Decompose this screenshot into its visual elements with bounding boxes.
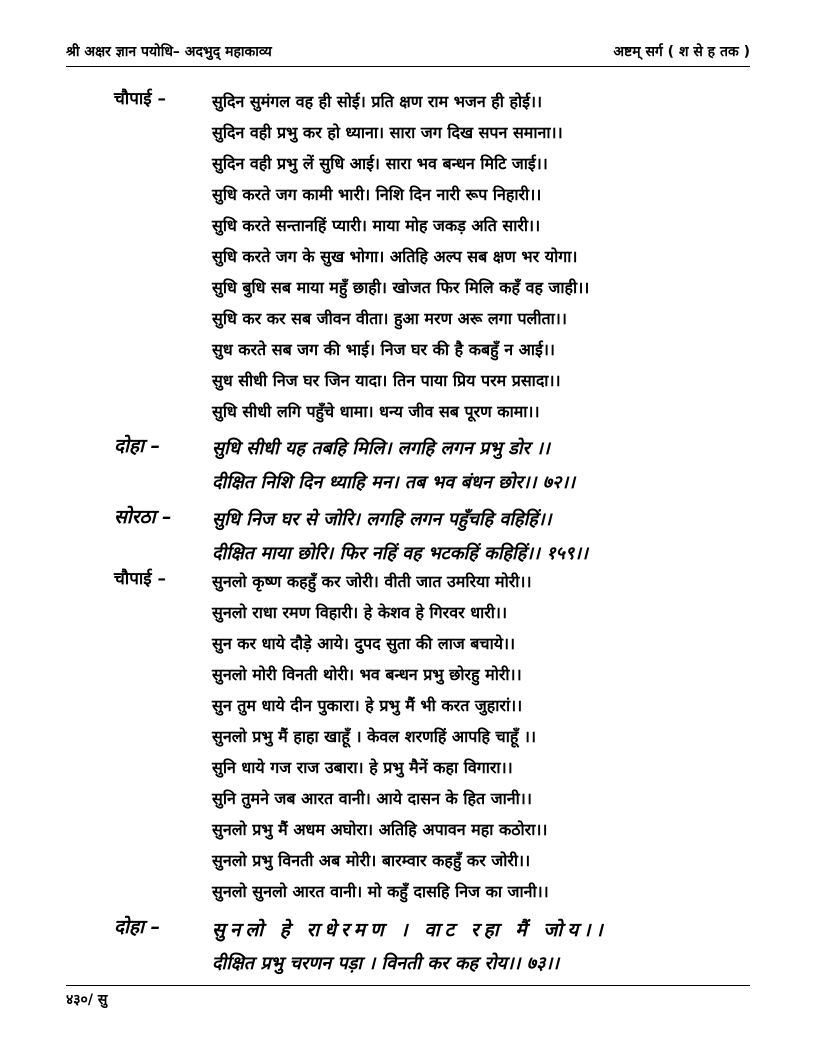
verse-line: दीक्षित निशि दिन ध्याहि मन। तब भव बंधन छोर।। ७२।।: [212, 472, 576, 493]
verse-line: सुधि निज घर से जोरि। लगहि लगन पहुँचहि वहिहिं।।: [212, 509, 552, 530]
verse-line: सुनलो कृष्ण कहहुँ कर जोरी। वीती जात उमरिया मोरी।।: [212, 572, 532, 591]
verse-line: सुनलो प्रभु मैं हाहा खाहूँ । केवल शरणहिं आपहि चाहूँ ।।: [212, 727, 537, 746]
verse-line: सुदिन वही प्रभु कर हो ध्याना। सारा जग दिख सपन समाना।।: [212, 123, 563, 142]
page-number: ४३०/ सु: [66, 992, 108, 1008]
verse-line: सुन तुम धाये दीन पुकारा। हे प्रभु मैं भी करत जुहारां।।: [212, 696, 523, 715]
verse-line: सुधि सीधी लगि पहुँचे धामा। धन्य जीव सब पूरण कामा।।: [212, 402, 540, 421]
verse-line: सुधि करते सन्तानहिं प्यारी। माया मोह जकड़ अति सारी।।: [212, 216, 541, 235]
book-title: श्री अक्षर ज्ञान पयोधि– अदभुद् महाकाव्य: [66, 44, 272, 60]
verse-line: सुधि कर कर सब जीवन वीता। हुआ मरण अरू लगा पलीता।।: [212, 309, 567, 328]
verse-line: सुनलो मोरी विनती थोरी। भव बन्धन प्रभु छोरहु मोरी।।: [212, 665, 522, 684]
verse-line: सुनलो प्रभु मैं अधम अघोरा। अतिहि अपावन महा कठोरा।।: [212, 820, 548, 839]
verse-lines: [212, 503, 750, 571]
verse-line: सुध सीधी निज घर जिन यादा। तिन पाया प्रिय परम प्रसादा।।: [212, 371, 561, 390]
verse-line: सुनलो हे राधेरमण । वाट रहा मैं जोय।।: [212, 919, 608, 941]
verse-line: सुध करते सब जग की भाई। निज घर की है कबहुँ न आई।।: [212, 340, 555, 359]
verse-line: सुनलो राधा रमण विहारी। हे केशव हे गिरवर धारी।।: [212, 603, 508, 622]
verse-line: सुनि धाये गज राज उबारा। हे प्रभु मैनें कहा विगारा।।: [212, 758, 513, 777]
verse-lines: [212, 913, 750, 981]
verse-line: सुन कर धाये दौड़े आये। दुपद सुता की लाज बचाये।।: [212, 634, 516, 653]
section-label: सोरठा –: [114, 506, 172, 528]
verse-line: सुनलो प्रभु विनती अब मोरी। बारम्वार कहहुँ कर जोरी।।: [212, 851, 531, 870]
verse-line: सुनलो सुनलो आरत वानी। मो कहुँ दासहि निज का जानी।।: [212, 882, 549, 901]
verse-line: दीक्षित प्रभु चरणन पड़ा । विनती कर कह रोय।। ७३।।: [212, 953, 560, 974]
verse-line: सुनि तुमने जब आरत वानी। आये दासन के हित जानी।।: [212, 789, 532, 808]
verse-line: सुदिन सुमंगल वह ही सोई। प्रति क्षण राम भजन ही होई।।: [212, 92, 543, 111]
header-rule: [66, 66, 750, 67]
page-header: [66, 42, 750, 64]
verse-line: सुधि करते जग के सुख भोगा। अतिहि अल्प सब क्षण भर योगा।: [212, 247, 578, 266]
verse-lines: [212, 566, 750, 907]
section-label: दोहा –: [114, 916, 161, 938]
verse-line: सुदिन वही प्रभु लें सुधि आई। सारा भव बन्धन मिटि जाई।।: [212, 154, 548, 173]
verse-lines: [212, 86, 750, 427]
section-label: चौपाई –: [114, 569, 167, 589]
section-label: चौपाई –: [114, 89, 167, 109]
verse-line: सुधि करते जग कामी भारी। निशि दिन नारी रूप निहारी।।: [212, 185, 542, 204]
section-label: दोहा –: [114, 435, 161, 457]
footer-rule: [66, 985, 750, 986]
verse-lines: [212, 432, 750, 500]
verse-line: सुधि सीधी यह तबहि मिलि। लगहि लगन प्रभु डोर ।।: [212, 438, 550, 459]
chapter-title: अष्टम् सर्ग ( श से ह तक ): [613, 44, 750, 60]
verse-line: दीक्षित माया छोरि। फिर नहिं वह भटकहिं कहिहिं।। १५९।।: [212, 543, 588, 564]
verse-line: सुधि बुधि सब माया महुँ छाही। खोजत फिर मिलि कहँ वह जाही।।: [212, 278, 590, 297]
